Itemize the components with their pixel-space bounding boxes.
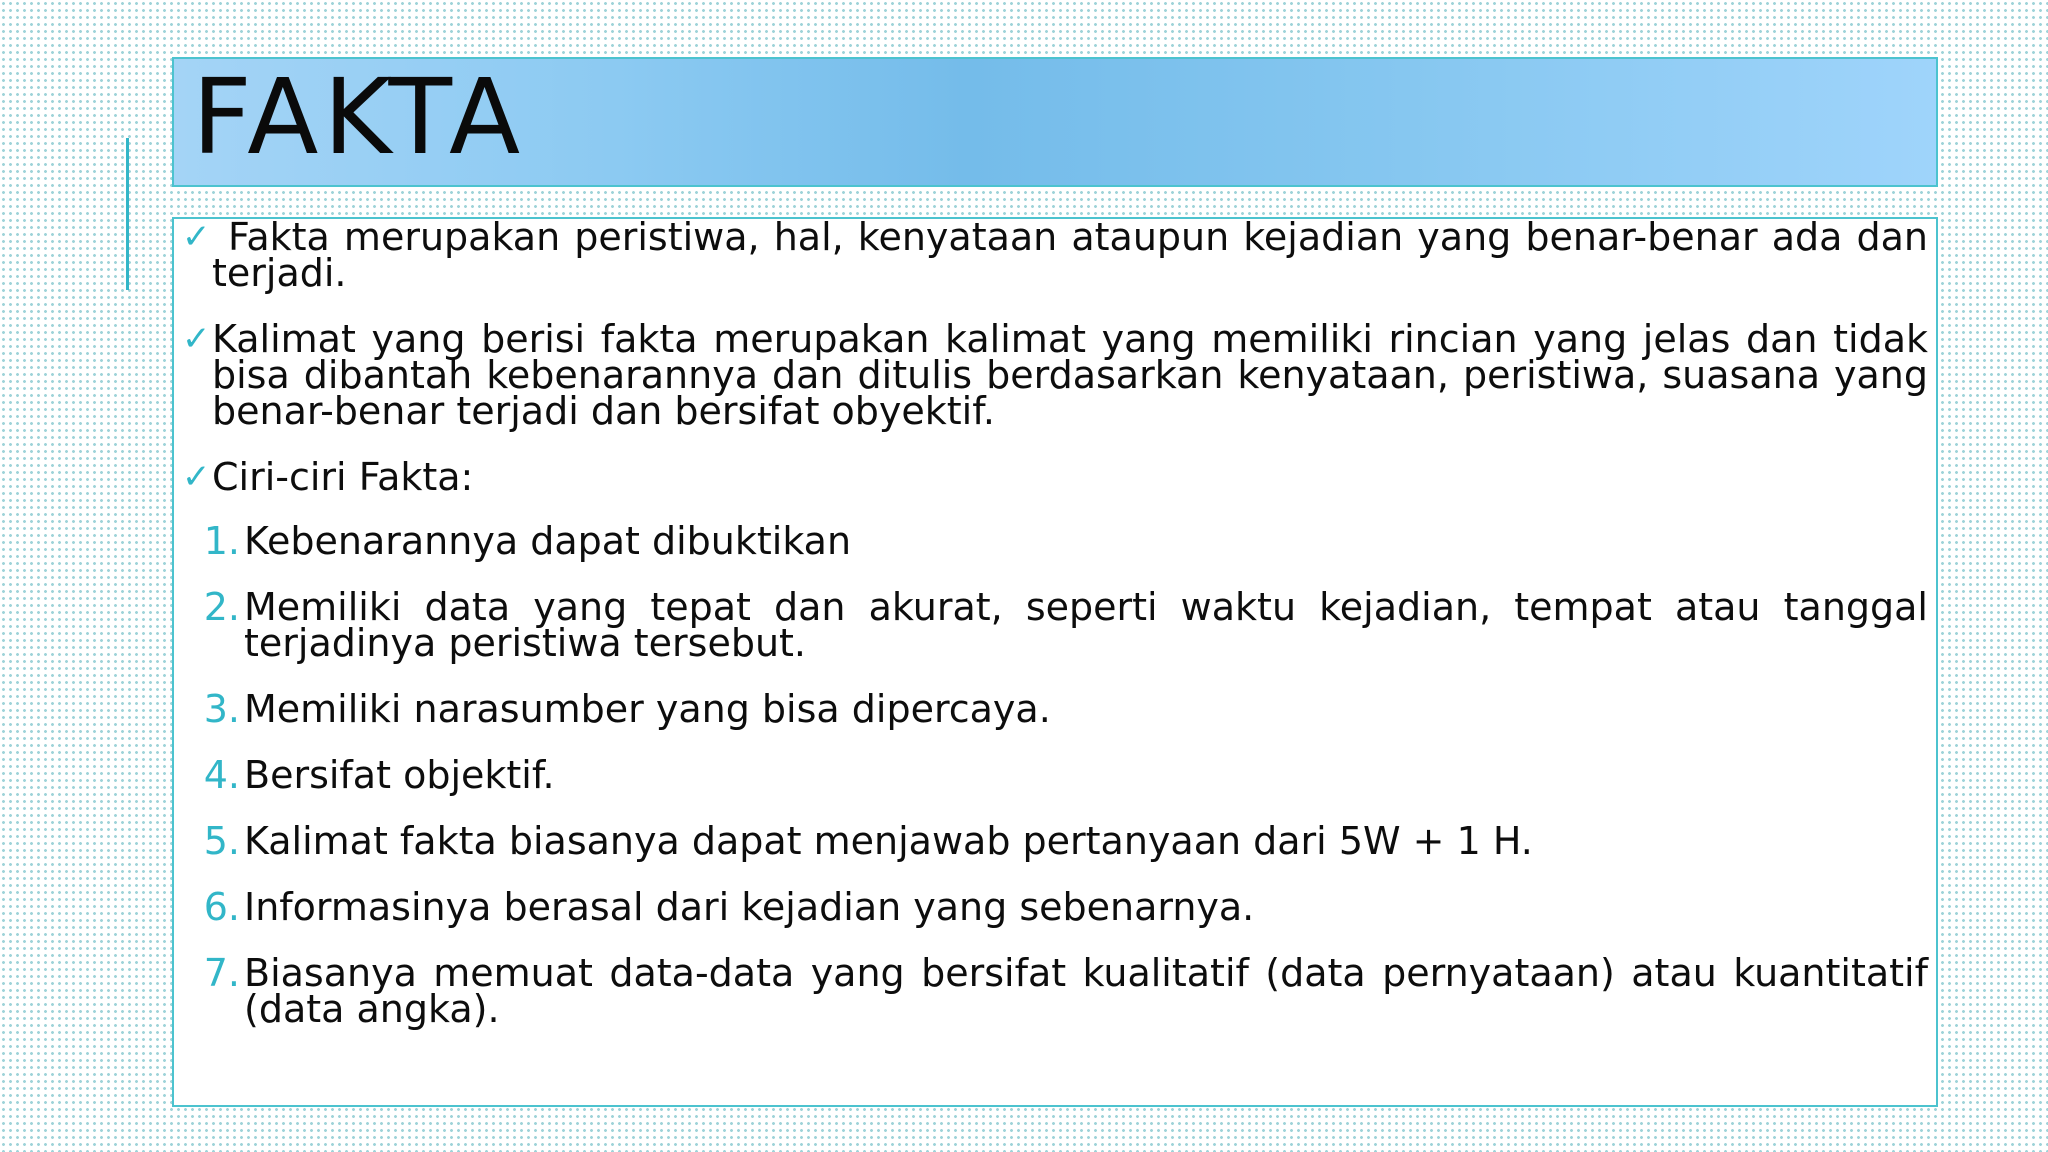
list-item: [182, 687, 1928, 731]
characteristics-list: [182, 519, 1928, 1031]
bullet-paragraph: [182, 455, 1928, 499]
list-number: 1.: [203, 519, 240, 563]
list-number: 4.: [203, 753, 240, 797]
list-item: [182, 951, 1928, 1031]
bullet-paragraph: [182, 317, 1928, 433]
checkmark-icon: ✓: [182, 217, 211, 257]
list-number: 2.: [203, 585, 240, 629]
list-text: Memiliki data yang tepat dan akurat, seperti waktu kejadian, tempat atau tanggal terjadinya peristiwa tersebut.: [244, 585, 1928, 665]
list-text: Kalimat fakta biasanya dapat menjawab pertanyaan dari 5W + 1 H.: [244, 819, 1533, 863]
content-box: [172, 217, 1938, 1107]
list-text: Kebenarannya dapat dibuktikan: [244, 519, 852, 563]
checkmark-icon: ✓: [182, 457, 211, 497]
list-number: 3.: [203, 687, 240, 731]
list-text: Bersifat objektif.: [244, 753, 555, 797]
bullet-paragraph: [182, 217, 1928, 295]
slide-accent-line: [126, 138, 129, 290]
list-item: [182, 819, 1928, 863]
list-item: [182, 519, 1928, 563]
list-number: 6.: [203, 885, 240, 929]
list-text: Memiliki narasumber yang bisa dipercaya.: [244, 687, 1051, 731]
bullet-text: Kalimat yang berisi fakta merupakan kalimat yang memiliki rincian yang jelas dan tidak bisa dibantah kebenarannya dan ditulis berdasarkan kenyataan, peristiwa, suasana yang benar-benar terjadi dan bersifat obyektif.: [212, 317, 1928, 433]
checkmark-icon: ✓: [182, 319, 211, 359]
bullet-text: Fakta merupakan peristiwa, hal, kenyataan ataupun kejadian yang benar-benar ada dan terjadi.: [212, 217, 1928, 295]
list-number: 7.: [203, 951, 240, 995]
list-item: [182, 585, 1928, 665]
list-text: Informasinya berasal dari kejadian yang sebenarnya.: [244, 885, 1255, 929]
list-item: [182, 753, 1928, 797]
list-item: [182, 885, 1928, 929]
list-number: 5.: [203, 819, 240, 863]
title-bar: [172, 57, 1938, 187]
slide-title: FAKTA: [192, 57, 526, 178]
list-text: Biasanya memuat data-data yang bersifat kualitatif (data pernyataan) atau kuantitatif (data angka).: [244, 951, 1928, 1031]
bullet-text: Ciri-ciri Fakta:: [212, 455, 474, 499]
